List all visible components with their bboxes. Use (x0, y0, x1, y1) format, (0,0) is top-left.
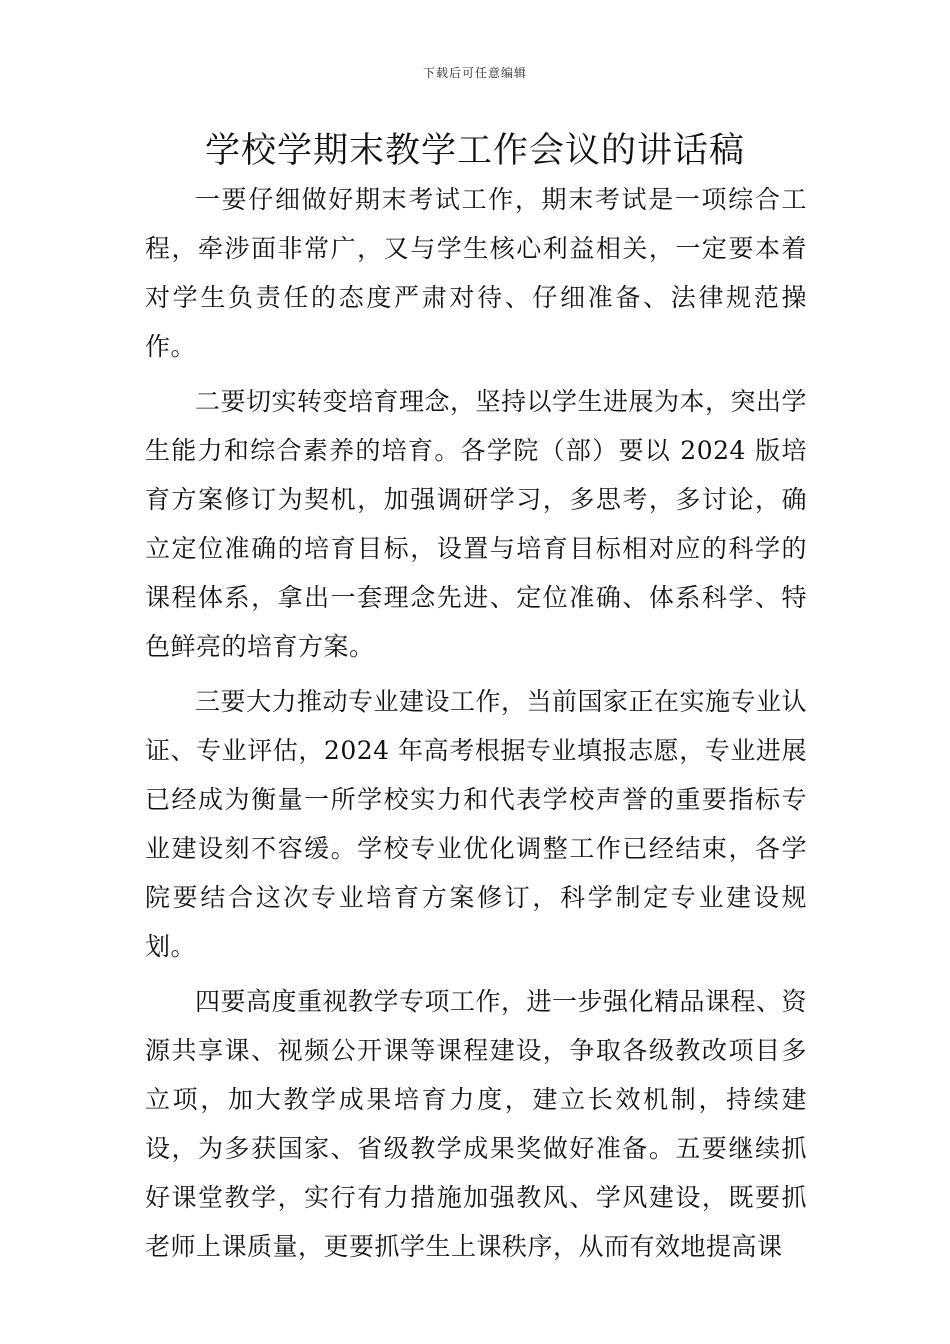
page-header-note: 下载后可任意编辑 (422, 66, 527, 80)
paragraph-3: 三要大力推动专业建设工作，当前国家正在实施专业认证、专业评估，2024 年高考根据专业填报志愿，专业进展已经成为衡量一所学校实力和代表学校声誉的重要指标专业建设刻不容缓。学校专业优化调整工作已经结束，各学院要结合这次专业培育方案修订，科学制定专业建设规划。 (145, 687, 808, 961)
document-body (145, 175, 807, 1277)
paragraph-1: 一要仔细做好期末考试工作，期末考试是一项综合工程，牵涉面非常广，又与学生核心利益相关，一定要本着对学生负责任的态度严肃对待、仔细准备、法律规范操作。 (145, 185, 807, 361)
paragraph-2: 二要切实转变培育理念，坚持以学生进展为本，突出学生能力和综合素养的培育。各学院（部）要以 2024 版培育方案修订为契机，加强调研学习，多思考，多讨论，确立定位准确的培育目标，设置与培育目标相对应的科学的课程体系，拿出一套理念先进、定位准确、体系科学、特色鲜亮的培育方案。 (145, 387, 808, 661)
document-title: 学校学期末教学工作会议的讲话稿 (204, 131, 745, 171)
paragraph-4: 四要高度重视教学专项工作，进一步强化精品课程、资源共享课、视频公开课等课程建设，争取各级教改项目多立项，加大教学成果培育力度，建立长效机制，持续建设，为多获国家、省级教学成果奖做好准备。五要继续抓好课堂教学，实行有力措施加强教风、学风建设，既要抓老师上课质量，更要抓学生上课秩序，从而有效地提高课 (145, 987, 808, 1261)
